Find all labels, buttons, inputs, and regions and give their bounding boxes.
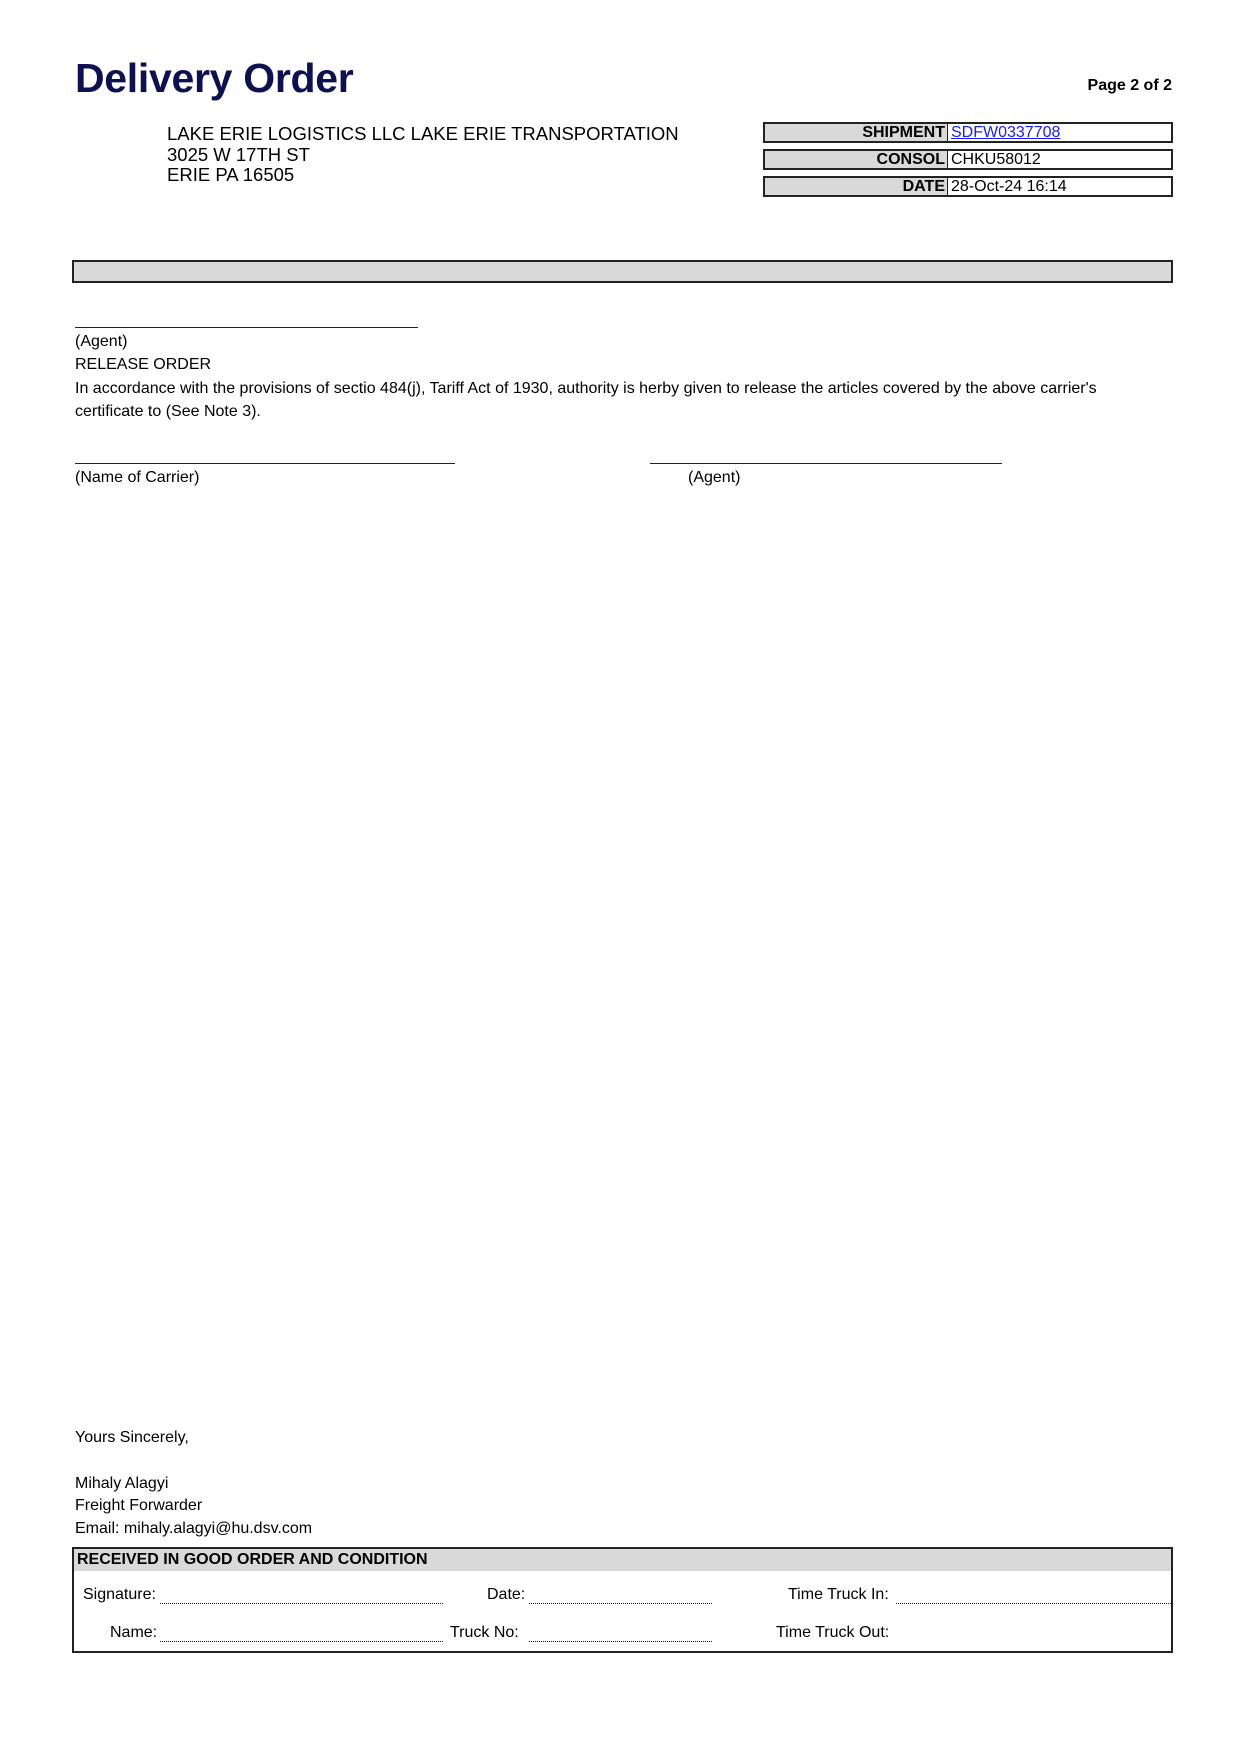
- address-line-2: 3025 W 17TH ST: [167, 143, 310, 165]
- sender-name: Mihaly Alagyi: [75, 1475, 169, 1492]
- agent-label: (Agent): [75, 333, 128, 350]
- release-order-heading: RELEASE ORDER: [75, 356, 212, 373]
- truck-no-field[interactable]: [529, 1641, 712, 1642]
- truck-no-label: Truck No:: [450, 1624, 519, 1641]
- date-row: [763, 176, 1173, 197]
- salutation: Yours Sincerely,: [75, 1429, 189, 1446]
- sender-email: Email: mihaly.alagyi@hu.dsv.com: [75, 1520, 313, 1537]
- carrier-signature-line: [75, 463, 455, 464]
- agent-signature-line-2: [650, 463, 1002, 464]
- date-field[interactable]: [529, 1603, 712, 1604]
- address-line-3: ERIE PA 16505: [167, 164, 295, 185]
- signature-field[interactable]: [160, 1603, 443, 1604]
- agent-label-2: (Agent): [688, 469, 741, 486]
- receipt-heading: RECEIVED IN GOOD ORDER AND CONDITION: [74, 1549, 1171, 1571]
- consol-row: [763, 149, 1173, 170]
- receipt-box: [72, 1547, 1173, 1653]
- date-value: 28-Oct-24 16:14: [951, 178, 1067, 195]
- consol-label: CONSOL: [765, 151, 948, 168]
- consol-value: CHKU58012: [951, 151, 1041, 168]
- shipment-row: [763, 122, 1173, 143]
- date-field-label: Date:: [487, 1586, 526, 1603]
- time-truck-in-field[interactable]: [896, 1603, 1171, 1604]
- sender-role: Freight Forwarder: [75, 1497, 203, 1514]
- time-truck-in-label: Time Truck In:: [788, 1586, 889, 1603]
- address-line-1: LAKE ERIE LOGISTICS LLC LAKE ERIE TRANSPORTATION: [167, 123, 679, 144]
- agent-signature-line: [75, 327, 418, 328]
- name-field[interactable]: [160, 1641, 443, 1642]
- date-label: DATE: [765, 178, 948, 195]
- shipment-link[interactable]: SDFW0337708: [951, 124, 1061, 141]
- recipient-address: [167, 124, 679, 186]
- document-title: Delivery Order: [75, 55, 354, 101]
- carrier-name-label: (Name of Carrier): [75, 469, 200, 486]
- page-indicator: Page 2 of 2: [1087, 77, 1172, 94]
- name-label: Name:: [110, 1624, 158, 1641]
- time-truck-out-label: Time Truck Out:: [776, 1624, 890, 1641]
- shipment-label: SHIPMENT: [765, 124, 948, 141]
- section-divider-bar: [72, 260, 1173, 283]
- signature-label: Signature:: [83, 1586, 156, 1603]
- release-order-text: In accordance with the provisions of sectio 484(j), Tariff Act of 1930, authority is herby given to release the articles covered by the above carrier's certificate to (See Note 3).: [75, 380, 1097, 420]
